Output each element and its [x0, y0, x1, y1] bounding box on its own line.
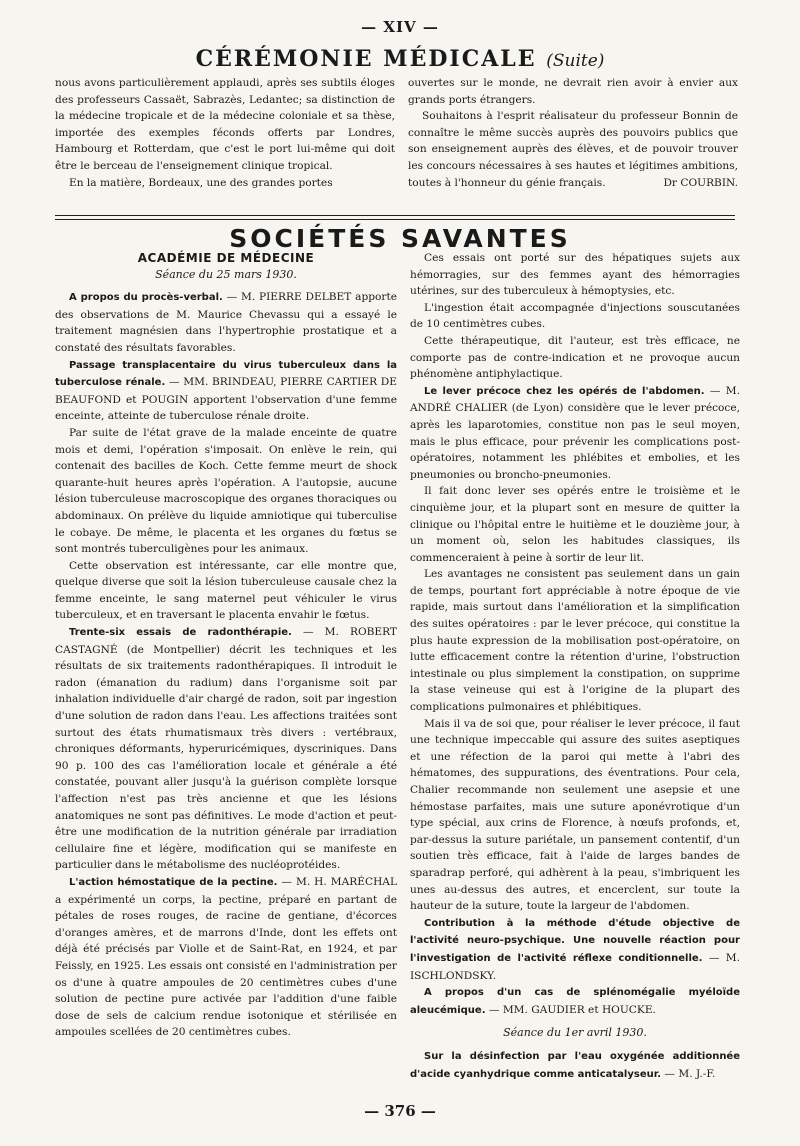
report-heading: Trente-six essais de radonthérapie. — [69, 627, 292, 639]
ceremony-paragraph-text: Souhaitons à l'esprit réalisateur du professeur Bonnin de connaître le même succès auprès des pouvoirs publics que son enseignement auprès des élèves, et de pouvoir trouver les concours nécessaires à ses hautes et légitimes ambitions, toutes à l'honneur du génie français. — [408, 110, 738, 189]
report-heading: A propos du procès-verbal. — [69, 292, 223, 304]
report-heading: L'action hémostatique de la pectine. — [69, 876, 278, 888]
report-paragraph — [55, 624, 397, 874]
academy-heading: ACADÉMIE DE MÉDECINE — [137, 251, 315, 265]
report-paragraph: Cette thérapeutique, dit l'auteur, est très efficace, ne comporte pas de contre-indication et ne provoque aucun phénomène antiphylactique. — [410, 334, 740, 381]
seance-date: Séance du 1er avril 1930. — [503, 1026, 647, 1040]
divider-rule — [55, 219, 735, 220]
ceremony-title-suffix: (Suite) — [546, 51, 605, 71]
report-paragraph — [410, 915, 740, 984]
report-paragraph: Ces essais ont porté sur des hépatiques sujets aux hémorragies, sur des femmes ayant des hémorragies utérines, sur des tuberculeux à hémoptysies, etc. — [410, 252, 740, 298]
report-text: — M. J.-F. — [661, 1067, 716, 1080]
page-roman-numeral: — XIV — — [361, 18, 439, 36]
report-text: — M. ANDRÉ CHALIER (de Lyon) considère que le lever précoce, après les laparotomies, constitue non pas le seul moyen, mais le plus efficace, pour prévenir les complications post-opératoires, notamment les phlébites et embolies, et les pneumonies ou broncho-pneumonies. — [410, 384, 741, 481]
report-text: — M. H. MARÉCHAL a expérimenté un corps, la pectine, préparé en partant de pétales de roses rouges, de racine de gentiane, d'écorces d'oranges amères, et de marrons d'Inde, dont les effets ont déjà été précisés par Violle et de Saint-Rat, en 1924, et par Feissly, en 1925. Les essais ont consisté en l'administration per os d'une à quatre ampoules de 20 centimètres cubes d'une solution de pectine pure activée par l'addition d'une faible dose de sels de calcium rendue isotonique et stérilisée en ampoules scellées de 20 centimètres cubes. — [55, 875, 397, 1039]
report-paragraph — [410, 383, 740, 484]
report-text: — MM. BRINDEAU, PIERRE CARTIER DE BEAUFOND et POUGIN apportent l'observation d'une femme enceinte, atteinte de tuberculose rénale droite. — [55, 376, 398, 423]
report-paragraph — [410, 1048, 740, 1083]
report-paragraph: Mais il va de soi que, pour réaliser le lever précoce, il faut une technique impeccable qui assure des suites aseptiques et une réfection de la paroi qui mette à l'abri des hématomes, des suppurations, des éventrations. Pour cela, Chalier recommande non seulement une asepsie et une hémostase parfaites, mais une suture aponévrotique d'un type spécial, aux crins de Florence, à nœufs profonds, et, par-dessus la suture pariétale, un pansement contentif, d'un soutien très efficace, fait à l'aide de larges bandes de sparadrap perforé, qui adhèrent à la peau, s'imbriquent les unes au-dessus des autres, et encerclent, sur toute la hauteur de la suture, toute la largeur de l'abdomen. — [410, 717, 740, 913]
report-paragraph: Par suite de l'état grave de la malade enceinte de quatre mois et demi, l'opération s'imposait. On enlève le rein, qui contenait des bacilles de Koch. Cette femme meurt de shock quarante-huit heures après l'opération. A l'autopsie, aucune lésion tuberculeuse macroscopique des organes thoraciques ou abdominaux. On prélève du liquide amniotique qui tuberculise le cobaye. De même, le placenta et les organes du fœtus se sont montrés tuberculigènes pour les animaux. — [55, 426, 397, 556]
section-title-societes: SOCIÉTÉS SAVANTES — [229, 224, 571, 253]
report-paragraph — [55, 289, 397, 356]
report-heading: Contribution à la méthode d'étude objective de l'activité neuro-psychique. Une nouvelle réaction pour l'investigation de l'activité réflexe conditionnelle. — [410, 917, 740, 964]
divider-rule — [55, 215, 735, 216]
ceremony-title-text: CÉRÉMONIE MÉDICALE — [195, 46, 537, 72]
report-heading: Passage transplacentaire du virus tuberculeux dans la tuberculose rénale. — [55, 359, 397, 389]
report-paragraph: Cette observation est intéressante, car elle montre que, quelque diverse que soit la lésion tuberculeuse causale chez la femme enceinte, le sang maternel peut véhiculer le virus tuberculeux, et en traversant le placenta envahir le fœtus. — [55, 559, 397, 622]
ceremony-paragraph: En la matière, Bordeaux, une des grandes portes — [69, 176, 333, 189]
report-heading: Sur la désinfection par l'eau oxygénée additionnée d'acide cyanhydrique comme anticatalyseur. — [410, 1050, 740, 1080]
report-paragraph — [410, 984, 740, 1019]
report-heading: A propos d'un cas de splénomégalie myéloïde aleucémique. — [410, 987, 740, 1016]
report-text: — M. ROBERT CASTAGNÉ (de Montpellier) décrit les techniques et les résultats de six traitements radonthérapiques. Il introduit le radon (émanation du radium) dans l'organisme soit par inhalation individuelle d'air chargé de radon, soit par ingestion d'une solution de radon dans l'eau. Les affections traitées sont surtout des états rhumatismaux très divers : vertébraux, chroniques déformants, hyperuricémiques, dyscriniques. Dans 90 p. 100 des cas l'amélioration locale et générale a été constatée, pouvant aller jusqu'à la guérison complète lorsque l'affection n'est pas très ancienne et que les lésions anatomiques ne sont pas définitives. Le mode d'action et peut-être une modification de la nutrition générale par irradiation cellulaire fine et légère, modification qui se manifeste en particulier dans le métabolisme des nucléoprotéides. — [55, 626, 398, 872]
report-text: — M. ISCHLONDSKY. — [410, 951, 741, 982]
ceremony-paragraph: nous avons particulièrement applaudi, après ses subtils éloges des professeurs Cassaët, Sabrazès, Ledantec; sa distinction de la médecine tropicale et de la médecine coloniale et sa thèse, importée des exemples féconds offerts par Londres, Hambourg et Rotterdam, que c'est le port lui-même qui doit être le berceau de l'enseignement clinique tropical. — [55, 77, 395, 172]
report-paragraph: L'ingestion était accompagnée d'injections souscutanées de 10 centimètres cubes. — [410, 301, 740, 331]
report-heading: Le lever précoce chez les opérés de l'abdomen. — [424, 385, 705, 397]
ceremony-paragraph: ouvertes sur le monde, ne devrait rien avoir à envier aux grands ports étrangers. — [408, 77, 738, 106]
signature: Dr COURBIN. — [663, 176, 738, 189]
report-paragraph — [55, 357, 397, 425]
ceremony-right-column — [408, 75, 738, 191]
section-title-ceremony — [0, 46, 800, 72]
report-text: — MM. GAUDIER et HOUCKE. — [485, 1003, 656, 1016]
societes-left-column — [55, 250, 397, 1041]
report-paragraph — [55, 874, 397, 1041]
ceremony-paragraph — [408, 108, 738, 191]
report-text: — M. PIERRE DELBET apporte des observations de M. Maurice Chevassu qui a essayé le traitement magnésien dans l'hypertrophie prostatique et a constaté des résultats favorables. — [55, 291, 397, 354]
ceremony-left-column — [55, 75, 395, 191]
page-number: — 376 — — [364, 1102, 436, 1120]
report-paragraph: Les avantages ne consistent pas seulement dans un gain de temps, pourtant fort appréciable à notre époque de vie rapide, mais surtout dans l'amélioration et la simplification des suites opératoires : par le lever précoce, qui constitue la plus haute expression de la mobilisation post-opératoire, on lutte efficacement contre la rétention d'urine, l'obstruction intestinale ou plus simplement la constipation, on supprime la stase veineuse qui est à l'origine de la plupart des complications pulmonaires et phlébitiques. — [410, 568, 740, 714]
societes-right-column — [410, 250, 740, 1083]
seance-date: Séance du 25 mars 1930. — [155, 267, 297, 281]
report-paragraph: Il fait donc lever ses opérés entre le troisième et le cinquième jour, et la plupart sont en mesure de quitter la clinique ou l'hôpital entre le huitième et le douzième jour, à un moment où, selon les habitudes classiques, ils commenceraient à peine à sortir de leur lit. — [410, 485, 740, 564]
